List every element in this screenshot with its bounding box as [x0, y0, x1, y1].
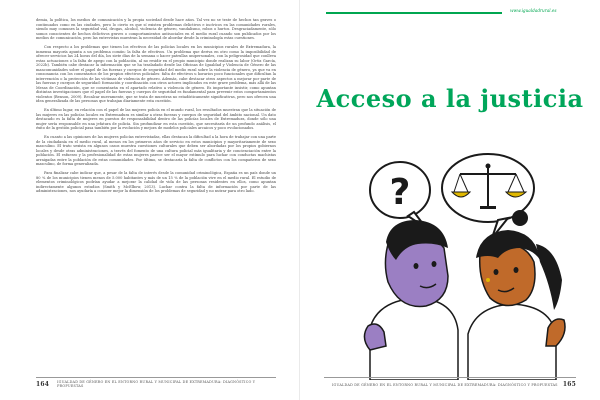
page-number: 165 — [562, 381, 576, 388]
paragraph: En último lugar, en relación con el papel de las mujeres policía en el mundo rural, los resultados muestran que la situación de las mujeres en las policías locales en Extremadura es similar a otras fuerzas y cuerpos de seguridad del ámbito nacional. Un dato destacado es la falta de mujeres en puestos de responsabilidad dentro de las policías locales de Extremadura, donde sólo una mujer sería responsable en una jefatura de policía. Sin profundizar en esta cuestión, que necesitaría de un profundo análisis, el éxito de la gestión policial pasa también por la evolución y mejora de modelos policiales arcaicos y poco evolucionados. — [36, 108, 276, 130]
paragraph: En cuanto a las opiniones de las mujeres policías entrevistadas, ellas destacan la dificultad a la hora de trabajar con una parte de la ciudadanía en el medio rural, al menos en los primeros años de servicio en estos municipios y mayoritariamente de sexo masculino. El trato sexista en algunos casos muestra cuestiones culturales que deben ser abordadas por los propios gobiernos locales y desde otras administraciones, a través del fomento de una cultura policial más igualitaria y de concienciación entre la población. El esfuerzo y la profesionalidad de estas mujeres parece ser el mayor estímulo para luchar con conductas machistas arraigadas entre la población de estas comunidades. Por último, se destacaría la falta de conflictos con los compañeros de sexo masculino, de forma generalizada. — [36, 135, 276, 166]
justice-illustration — [330, 150, 580, 380]
footer — [36, 380, 276, 388]
paragraph: demia, la política, los medios de comunicación y la propia sociedad desde hace años. Tal vez no se trate de hechos tan graves o continuados como en las ciudades, pero lo cierto es que sí existen problemas delictivos e incívicos en las comunidades rurales, siendo muy comunes la seguridad vial, drogas, alcohol, violencia de género, vandalismo, robos o hurtos. Desgraciadamente, sólo somos conscientes de hechos delictivos graves o comportamientos antisociales en el medio rural cuando son publicados por los medios de comunicación, pero las entrevistas muestran la necesidad de abordar desde la criminología estas cuestiones. — [36, 18, 276, 40]
question-mark-icon: ? — [389, 172, 411, 213]
footer — [324, 381, 576, 388]
right-page — [300, 0, 600, 400]
footer-divider — [324, 377, 576, 378]
header-accent-bar — [326, 12, 502, 14]
website-link[interactable]: www.igualdadrural.es — [510, 8, 557, 13]
running-footer: IGUALDAD DE GÉNERO EN EL ENTORNO RURAL Y MUNICIPAL DE EXTREMADURA: DIAGNÓSTICO Y PROPUESTAS — [57, 380, 256, 388]
body-text-column — [36, 18, 276, 198]
running-footer: IGUALDAD DE GÉNERO EN EL ENTORNO RURAL Y MUNICIPAL DE EXTREMADURA: DIAGNÓSTICO Y PROPUESTAS — [332, 382, 558, 387]
woman-right-figure — [468, 210, 565, 380]
paragraph: Para finalizar cabe indicar que, a pesar de la falta de interés desde la comunidad criminológica, España es un país donde un 80 % de los municipios tienen menos de 5.000 habitantes y más de un 15 % de la población vive en el medio rural. El estudio de elementos criminológicos podrían ayudar a mejorar la calidad de vida de las personas residentes en ellos, como apuntan indirectamente algunos estudios (Smith y McElbow, 2013). Luchar contra la falta de información por parte de las administraciones, nos ayudaría a conocer mejor la dimensión de los problemas de seguridad y no nutrar para otro lado. — [36, 171, 276, 193]
paragraph: Con respecto a los problemas que tienen los efectivos de las policías locales en los municipios rurales de Extremadura, la inmensa mayoría apunta a un problema común: la falta de efectivos. Un problema que deriva en otro como la imposibilidad de ofrecer servicios las 24 horas del día, los siete días de la semana o hacer patrullas unipersonales, con la peligrosidad que conlleva estas actuaciones o la falta de apego con la población, al no residir en el propio municipio donde realizan su labor (Ortiz García, 2022b). También cabe destacar la información que se ha trasladado desde las Oficinas de Igualdad y Violencia de Género de las mancomunidades sobre el papel de las fuerzas y cuerpos de seguridad del medio rural sobre la violencia de género, ya que va en consonancia con los comentarios de los propios efectivos policiales: falta de efectivos u horarios poco funcionales que dificultan la intervención o la protección de las víctimas de violencia de género. Además, cabe destacar otros aspectos a mejorar por parte de las fuerzas y cuerpos de seguridad: formación y coordinación con otros actores implicados en este grave problema, más allá de las Mesas de Coordinación, que se comentarán en el apartado relativo a violencia de género. Es importante insistir, como apuntan distintas investigaciones que el papel de las fuerzas y cuerpos de seguridad es fundamental para prevenir estos comportamientos violentos (Benson, 2009). Recalcar nuevamente, que se trata de muestras no estadísticamente significativas, pero nos ofrecen una idea generalizada de las personas que trabajan diariamente esta cuestión. — [36, 45, 276, 103]
woman-left-figure — [364, 220, 458, 380]
page-number: 164 — [36, 380, 50, 388]
footer-divider — [36, 377, 276, 378]
question-bubble — [370, 162, 430, 228]
chapter-title: Acceso a la justicia — [316, 84, 584, 113]
